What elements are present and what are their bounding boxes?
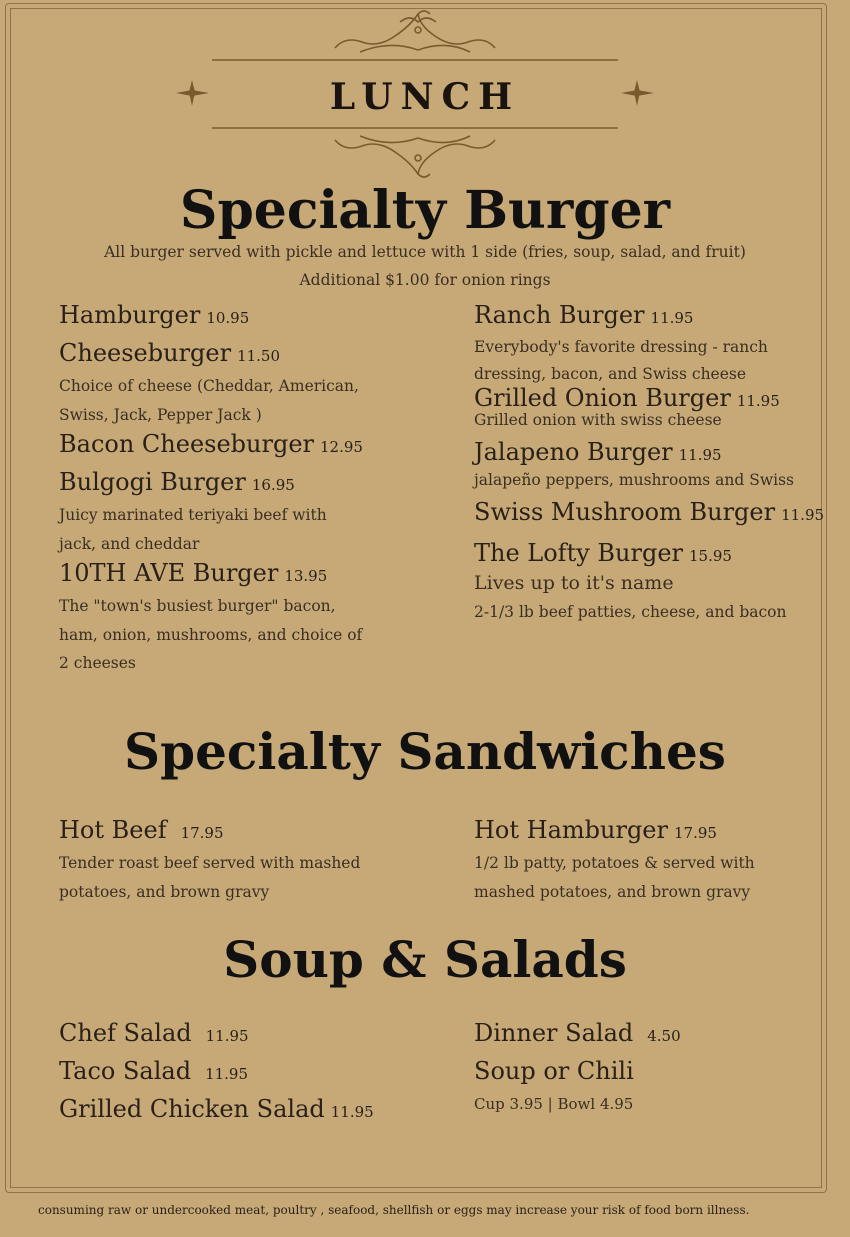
item-description xyxy=(59,849,360,906)
item-description xyxy=(59,592,362,678)
item-price: 16.95 xyxy=(251,476,295,494)
burgers-note: Additional $1.00 for onion rings xyxy=(299,271,551,289)
menu-item xyxy=(59,468,295,496)
item-name: 10TH AVE Burger xyxy=(59,559,279,587)
item-description xyxy=(59,501,327,558)
item-name: Hot Beef xyxy=(59,816,167,844)
desc-line: The "town's busiest burger" bacon, xyxy=(59,597,336,615)
menu-item xyxy=(59,339,280,367)
desc-line: Lives up to it's name xyxy=(474,572,674,594)
item-price: 11.95 xyxy=(781,506,825,524)
desc-line: mashed potatoes, and brown gravy xyxy=(474,882,751,901)
item-name: Hamburger xyxy=(59,301,201,329)
desc-line: 2 cheeses xyxy=(59,654,136,672)
item-price: 11.95 xyxy=(736,392,780,410)
item-price: 11.95 xyxy=(650,309,694,327)
menu-header xyxy=(0,0,850,190)
item-name: Hot Hamburger xyxy=(474,816,668,844)
menu-item xyxy=(59,301,249,329)
item-name: Grilled Chicken Salad xyxy=(59,1095,325,1123)
menu-item xyxy=(474,301,693,329)
item-name: Grilled Onion Burger xyxy=(474,384,731,412)
menu-item xyxy=(474,816,717,844)
item-description xyxy=(474,849,755,906)
item-price: 13.95 xyxy=(284,567,328,585)
menu-item xyxy=(474,438,722,466)
item-price: 11.50 xyxy=(237,347,281,365)
item-price: 10.95 xyxy=(206,309,250,327)
item-name: Chef Salad xyxy=(59,1019,192,1047)
desc-line: Juicy marinated teriyaki beef with xyxy=(59,506,327,524)
desc-line: dressing, bacon, and Swiss cheese xyxy=(474,364,747,383)
desc-line: Swiss, Jack, Pepper Jack ) xyxy=(59,405,262,424)
desc-line: jalapeño peppers, mushrooms and Swiss xyxy=(474,471,795,489)
desc-line: 2-1/3 lb beef patties, cheese, and bacon xyxy=(474,602,787,621)
item-description xyxy=(474,466,794,495)
menu-title: LUNCH xyxy=(329,76,521,118)
item-price: 17.95 xyxy=(673,824,717,842)
section-title-salads: Soup & Salads xyxy=(223,930,627,989)
desc-line: potatoes, and brown gravy xyxy=(59,882,270,901)
menu-item xyxy=(59,1057,248,1085)
item-name: Jalapeno Burger xyxy=(474,438,673,466)
menu-item xyxy=(59,1019,249,1047)
item-description: Cup 3.95 | Bowl 4.95 xyxy=(474,1095,634,1113)
desc-line: jack, and cheddar xyxy=(59,534,200,553)
item-name: Cheeseburger xyxy=(59,339,232,367)
menu-item xyxy=(474,1019,681,1047)
item-price: 17.95 xyxy=(180,824,224,842)
desc-line: ham, onion, mushrooms, and choice of xyxy=(59,625,363,644)
menu-item xyxy=(59,1095,374,1123)
item-name: The Lofty Burger xyxy=(474,539,684,567)
desc-line: 1/2 lb patty, potatoes & served with xyxy=(474,854,755,872)
item-name: Ranch Burger xyxy=(474,301,645,329)
desc-line: Grilled onion with swiss cheese xyxy=(474,411,722,429)
burgers-subtitle: All burger served with pickle and lettuce with 1 side (fries, soup, salad, and fruit) xyxy=(104,243,746,261)
item-price: 15.95 xyxy=(689,547,732,565)
menu-item xyxy=(474,498,824,526)
item-price: 4.50 xyxy=(647,1027,681,1045)
menu-item xyxy=(59,559,327,587)
item-name: Dinner Salad xyxy=(474,1019,634,1047)
desc-line: Choice of cheese (Cheddar, American, xyxy=(59,377,359,395)
menu-item xyxy=(474,1057,634,1085)
item-description xyxy=(474,569,787,626)
item-description xyxy=(474,333,768,386)
item-name: Bulgogi Burger xyxy=(59,468,246,496)
section-title-burgers: Specialty Burger xyxy=(179,180,671,241)
item-name: Soup or Chili xyxy=(474,1057,634,1085)
item-name: Swiss Mushroom Burger xyxy=(474,498,776,526)
item-price: 11.95 xyxy=(330,1103,374,1121)
food-safety-disclaimer: consuming raw or undercooked meat, poultry , seafood, shellfish or eggs may increase your risk of food born illness. xyxy=(38,1203,750,1217)
item-price: 11.95 xyxy=(205,1065,249,1083)
desc-line: Tender roast beef served with mashed xyxy=(59,854,361,872)
menu-item xyxy=(474,539,732,567)
item-price: 11.95 xyxy=(678,446,722,464)
item-description xyxy=(474,408,722,432)
section-title-sandwiches: Specialty Sandwiches xyxy=(124,722,726,781)
item-price: 12.95 xyxy=(320,438,363,456)
item-price: 11.95 xyxy=(205,1027,249,1045)
menu-item xyxy=(59,816,224,844)
desc-line: Everybody's favorite dressing - ranch xyxy=(474,338,768,356)
menu-item xyxy=(59,430,363,458)
item-name: Taco Salad xyxy=(59,1057,192,1085)
item-name: Bacon Cheeseburger xyxy=(59,430,314,458)
item-description xyxy=(59,372,359,429)
